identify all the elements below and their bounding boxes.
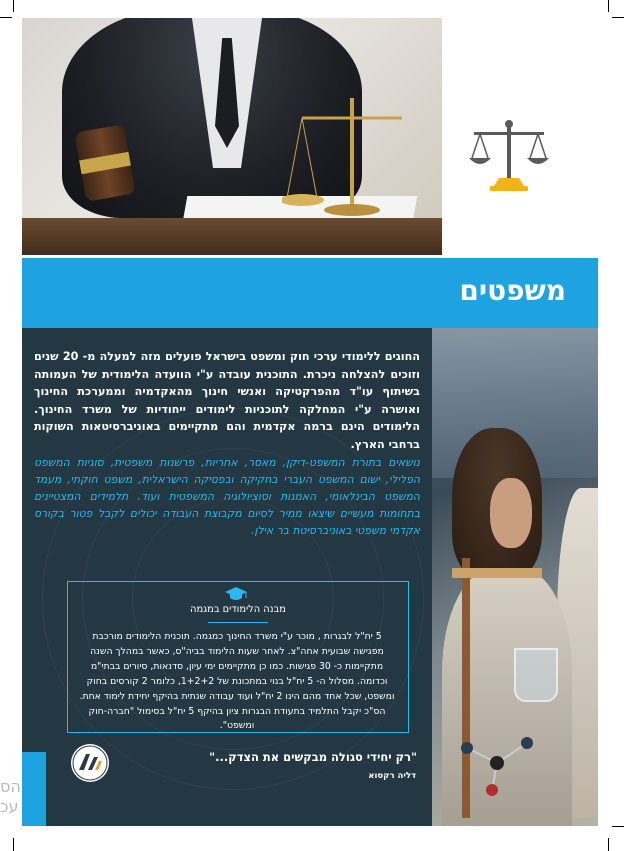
scales-of-justice-icon bbox=[466, 112, 552, 198]
students-lab-photo bbox=[432, 328, 598, 826]
structure-text: 5 יח"ל לבגרות , מוכר ע"י משרד החינוך כמגמה. תוכנית הלימודים מורכבת מפגישה שבועית אחה"צ. לאחר שעות הלימוד בביה"ס, כאשר במהלך השנה מתקיימות כ- 30 פגישות. כמו כן מתקיימים ימי עיון, סדנאות, סיורים בבתי"מ וכדומה. מסלול ה- 5 יח"ל בנוי במתכונת של 1+2+2, כלומר 2 קורסים בחוק ומשפט, שכל אחד מהם הינו 2 יח"ל ועוד עבודה שנתית בהיקף יחידת לימוד אחת. הס"כ יקבל התלמיד בתעודת הבגרות ציון בהיקף 5 יח"ל בסימול "חברה-חוק ומשפט". bbox=[79, 631, 395, 732]
crop-mark bbox=[612, 17, 624, 18]
judge-gavel-photo bbox=[22, 18, 442, 255]
page-title: משפטים bbox=[459, 274, 566, 307]
graduation-cap-icon bbox=[224, 586, 248, 602]
crop-mark bbox=[608, 0, 609, 12]
quote-author: דליה רקסוא bbox=[368, 771, 416, 781]
quote: "רק יחידי סגולה מבקשים את הצדק..." bbox=[209, 750, 417, 764]
crop-mark bbox=[0, 17, 12, 18]
crop-mark bbox=[612, 826, 624, 827]
topics-paragraph: נושאים בתורת המשפט-דיקן, מאסר, אחריות, פרשנות משפטית, סוגיות המשפט הפלילי, ישום המשפט העברי בחקיקה ובפסיקה הישראלית, משפט חוקתי, מעמד המשפט הבינלאומי, האמנות וסוציולוגיה המשפטית ועוד. תלמידים המצטיינים בתחומות מעשיים שיצאו ממיר לסיום מקבוצת העבודה יכולים לקבל פטור בקורס אקדמי משפטי באוניברסיטת בר אילן. bbox=[34, 456, 420, 537]
divider bbox=[208, 622, 268, 623]
structure-title: מבנה הלימודים במגמה bbox=[190, 604, 286, 615]
crop-mark bbox=[13, 0, 14, 12]
adjacent-page-text: הס עכ bbox=[0, 777, 21, 816]
accent-strip bbox=[22, 752, 46, 826]
study-structure-box bbox=[67, 581, 409, 733]
crop-mark bbox=[13, 838, 14, 851]
crop-mark bbox=[608, 838, 609, 851]
intro-paragraph: החוגים ללימודי ערכי חוק ומשפט בישראל פועלים מזה למעלה מ- 20 שנים וזוכים להצלחה ניכרת. התוכנית עובדה ע"י הוועדה הלימודית של העמותה בשיתוף עו"ד מהפרקטיקה ואנשי חינוך מהאקדמיה וממערכת החינוך ואושרה ע"י המחלקה לתוכניות לימודים ייחודיות של משרד החינוך. הלימודים הינם ברמה אקדמית והם מתקיימים באוניברסיטאות השוקות ברחבי הארץ. bbox=[34, 350, 420, 451]
title-banner bbox=[22, 258, 598, 328]
organization-logo bbox=[70, 743, 110, 783]
